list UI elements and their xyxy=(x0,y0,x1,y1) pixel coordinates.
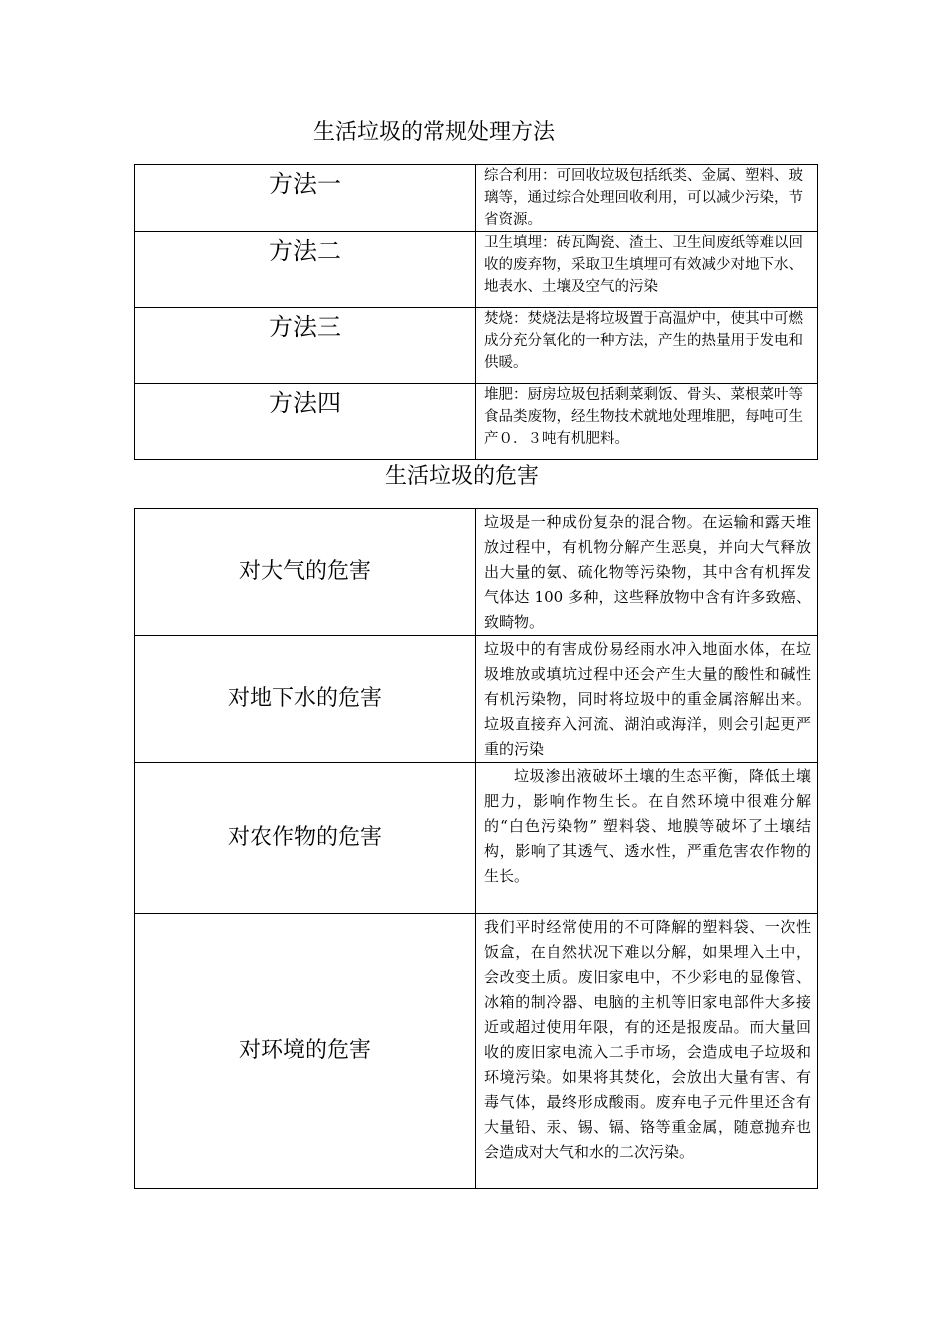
method-name: 方法三 xyxy=(135,308,476,384)
hazard-description: 垃圾是一种成份复杂的混合物。在运输和露天堆放过程中，有机物分解产生恶臭，并向大气释放出大量的氨、硫化物等污染物，其中含有机挥发气体达 100 多种，这些释放物中含有许多致癌、致畸物。 xyxy=(476,509,818,636)
hazards-table xyxy=(134,508,818,1189)
hazard-description: 垃圾渗出液破坏土壤的生态平衡，降低土壤肥力，影响作物生长。在自然环境中很难分解的“白色污染物” 塑料袋、地膜等破坏了土壤结构，影响了其透气、透水性，严重危害农作物的生长。 xyxy=(476,763,818,914)
table-row xyxy=(135,636,818,763)
methods-table xyxy=(134,164,818,460)
method-description: 堆肥：厨房垃圾包括剩菜剩饭、骨头、菜根菜叶等食品类废物，经生物技术就地处理堆肥，每吨可生产０．３吨有机肥料。 xyxy=(476,384,818,460)
hazard-name: 对农作物的危害 xyxy=(135,763,476,914)
methods-section-title: 生活垃圾的常规处理方法 xyxy=(313,120,556,145)
table-row xyxy=(135,232,818,308)
table-row xyxy=(135,384,818,460)
table-row xyxy=(135,914,818,1189)
hazard-description: 垃圾中的有害成份易经雨水冲入地面水体，在垃圾堆放或填坑过程中还会产生大量的酸性和碱性有机污染物，同时将垃圾中的重金属溶解出来。垃圾直接弃入河流、湖泊或海洋，则会引起更严重的污染 xyxy=(476,636,818,763)
hazard-name: 对大气的危害 xyxy=(135,509,476,636)
method-name: 方法四 xyxy=(135,384,476,460)
method-description: 卫生填埋：砖瓦陶瓷、渣土、卫生间废纸等难以回收的废弃物，采取卫生填埋可有效减少对地下水、地表水、土壤及空气的污染 xyxy=(476,232,818,308)
method-description: 综合利用：可回收垃圾包括纸类、金属、塑料、玻璃等，通过综合处理回收利用，可以减少污染，节省资源。 xyxy=(476,165,818,232)
table-row xyxy=(135,763,818,914)
method-description: 焚烧：焚烧法是将垃圾置于高温炉中，使其中可燃成分充分氧化的一种方法，产生的热量用于发电和供暖。 xyxy=(476,308,818,384)
method-name: 方法二 xyxy=(135,232,476,308)
hazard-description: 我们平时经常使用的不可降解的塑料袋、一次性饭盒，在自然状况下难以分解，如果埋入土中，会改变土质。废旧家电中，不少彩电的显像管、冰箱的制冷器、电脑的主机等旧家电部件大多接近或超过使用年限，有的还是报废品。而大量回收的废旧家电流入二手市场，会造成电子垃圾和环境污染。如果将其焚化，会放出大量有害、有毒气体，最终形成酸雨。废弃电子元件里还含有大量铅、汞、锡、镉、铬等重金属，随意抛弃也会造成对大气和水的二次污染。 xyxy=(476,914,818,1189)
table-row xyxy=(135,509,818,636)
hazard-name: 对环境的危害 xyxy=(135,914,476,1189)
table-row xyxy=(135,308,818,384)
hazards-section-title: 生活垃圾的危害 xyxy=(385,464,540,489)
hazard-name: 对地下水的危害 xyxy=(135,636,476,763)
method-name: 方法一 xyxy=(135,165,476,232)
table-row xyxy=(135,165,818,232)
